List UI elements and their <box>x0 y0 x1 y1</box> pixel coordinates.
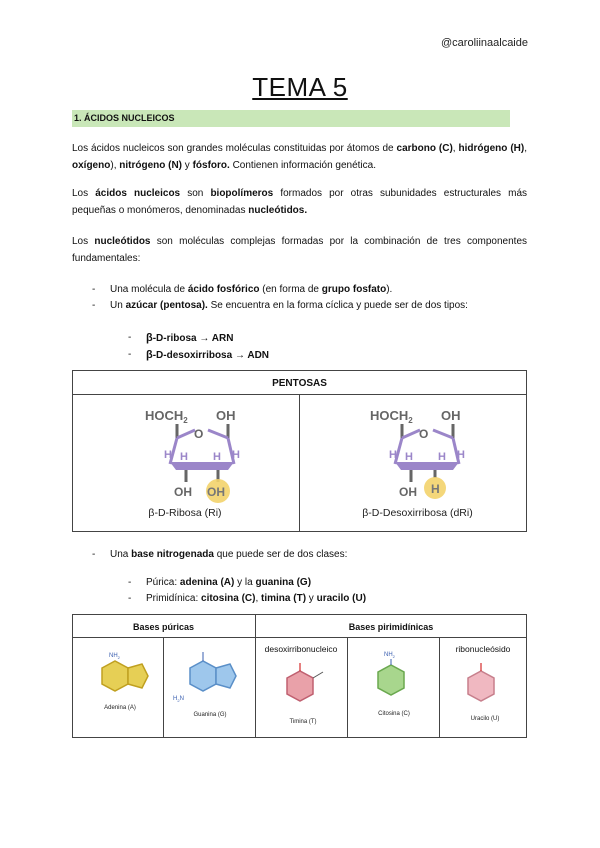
page-title: TEMA 5 <box>252 72 348 102</box>
ring-base <box>395 462 459 470</box>
uracilo-structure <box>448 660 522 716</box>
pentosas-header: PENTOSAS <box>272 378 327 389</box>
text: son moléculas complejas formadas por la combinación de tres componentes fundamentales: <box>72 236 527 264</box>
h-label: H <box>164 449 172 461</box>
list-item: - β-D-desoxirribosa → ADN <box>128 347 428 364</box>
timina-structure <box>265 660 341 716</box>
adenine-ring <box>128 664 148 688</box>
ribosa-structure <box>130 398 260 506</box>
desoxirribosa-caption: β-D-Desoxirribosa (dRi) <box>362 507 473 519</box>
guanine-ring <box>216 664 236 688</box>
ribosa-hoch2: $HOCH_2$ <box>145 408 188 425</box>
text: Los ácidos nucleicos son grandes moléculas constituidas por átomos de <box>72 143 397 154</box>
cytosine-ring <box>378 665 404 695</box>
section-heading: 1. ÁCIDOS NUCLEICOS <box>74 113 175 123</box>
bold-term: fósforo. <box>192 159 230 171</box>
thymine-ring <box>287 671 313 701</box>
bold-term: hidrógeno (H) <box>458 143 525 154</box>
ribo-subheader: ribonucleósido <box>455 644 511 654</box>
bases-puricas-header: Bases púricas <box>132 622 195 632</box>
ribosa-o: O <box>194 427 204 441</box>
list-item: - Una base nitrogenada que puede ser de dos clases: <box>92 547 532 563</box>
table-divider <box>72 637 527 638</box>
desoxi-hoch2: $HOCH_2$ <box>370 408 413 425</box>
bases-pirimidinicas-header: Bases pirimidínicas <box>348 622 434 632</box>
text: formados por otras subunidades estructurales más pequeñas o monómeros, denominadas <box>72 188 527 216</box>
text: ) <box>110 159 114 171</box>
desoxi-o: O <box>419 427 429 441</box>
ribosa-oh-top: OH <box>216 408 236 423</box>
h-label: H <box>213 451 221 463</box>
desoxi-oh-1: OH <box>399 485 417 499</box>
ring-bond <box>177 430 195 438</box>
text: , <box>113 159 120 171</box>
list-item: - Una molécula de ácido fosfórico (en forma de grupo fosfato). <box>92 282 532 298</box>
bold-term: carbono (C) <box>396 143 453 154</box>
bold-term: nucleótidos <box>94 236 151 247</box>
text: , <box>524 143 527 154</box>
list-item: - β-D-ribosa → ARN <box>128 330 428 347</box>
guanina-label: Guanina (G) <box>193 712 227 718</box>
bold-term: ácidos nucleicos <box>95 188 181 199</box>
citosina-label: Citosina (C) <box>378 711 410 717</box>
text: , <box>452 143 459 154</box>
bold-term: biopolímeros <box>210 188 274 199</box>
desoxi-subheader: desoxirribonucleico <box>264 644 338 654</box>
paragraph-biopolimeros <box>72 186 527 219</box>
ring-bond <box>433 430 453 438</box>
table-divider <box>163 637 164 738</box>
section-heading-bar <box>72 110 510 127</box>
uracil-ring <box>468 671 494 701</box>
table-divider <box>347 637 348 738</box>
desoxi-h: H <box>431 482 440 496</box>
h2n-label: $H_2N$ <box>173 696 184 703</box>
desoxirribosa-structure <box>355 398 485 506</box>
paragraph-nucleotidos <box>72 234 527 267</box>
adenina-label: Adenina (A) <box>104 705 136 711</box>
text: Los <box>72 188 96 199</box>
components-list <box>92 282 532 314</box>
page-title-wrap <box>0 72 600 103</box>
h-label: H <box>457 449 465 461</box>
adenine-ring <box>102 661 128 691</box>
h-label: H <box>389 449 397 461</box>
text: y <box>182 159 193 171</box>
timina-label: Timina (T) <box>289 719 317 725</box>
desoxi-oh-top: OH <box>441 408 461 423</box>
h-label: H <box>405 451 413 463</box>
guanina-structure <box>170 648 250 708</box>
ring-bond <box>402 430 420 438</box>
ring-base <box>170 462 234 470</box>
bases-intro-list <box>92 547 532 563</box>
author-handle: @caroliinaalcaide <box>441 37 528 49</box>
text: son <box>180 188 211 199</box>
table-divider <box>299 394 300 532</box>
list-item: - Un azúcar (pentosa). Se encuentra en la forma cíclica y puede ser de dos tipos: <box>92 298 532 314</box>
bond <box>313 672 323 678</box>
ribosa-oh-1: OH <box>174 485 192 499</box>
bases-types-list <box>128 575 528 607</box>
text: Contienen información genética. <box>229 159 376 171</box>
ribosa-caption: β-D-Ribosa (Ri) <box>148 507 222 519</box>
ring-bond <box>208 430 228 438</box>
paragraph-composition <box>72 141 527 174</box>
h-label: H <box>232 449 240 461</box>
text: Los <box>72 236 95 247</box>
bold-term: nitrógeno (N) <box>119 159 183 171</box>
adenina-structure <box>82 648 158 708</box>
nh2-label: $NH_2$ <box>384 652 395 659</box>
uracilo-label: Uracilo (U) <box>470 716 500 722</box>
pentose-types-list <box>128 330 428 364</box>
guanine-ring <box>190 661 216 691</box>
bold-term: nucleótidos. <box>248 204 308 216</box>
list-item: - Púrica: adenina (A) y la guanina (G) <box>128 575 528 591</box>
nh2-label: $NH_2$ <box>109 653 120 660</box>
ribosa-oh-2: OH <box>207 485 225 499</box>
list-item: - Primidínica: citosina (C), timina (T) y uracilo (U) <box>128 591 528 607</box>
h-label: H <box>438 451 446 463</box>
citosina-structure <box>356 648 432 710</box>
h-label: H <box>180 451 188 463</box>
table-divider <box>255 614 256 738</box>
bold-term: oxígeno <box>72 159 111 171</box>
